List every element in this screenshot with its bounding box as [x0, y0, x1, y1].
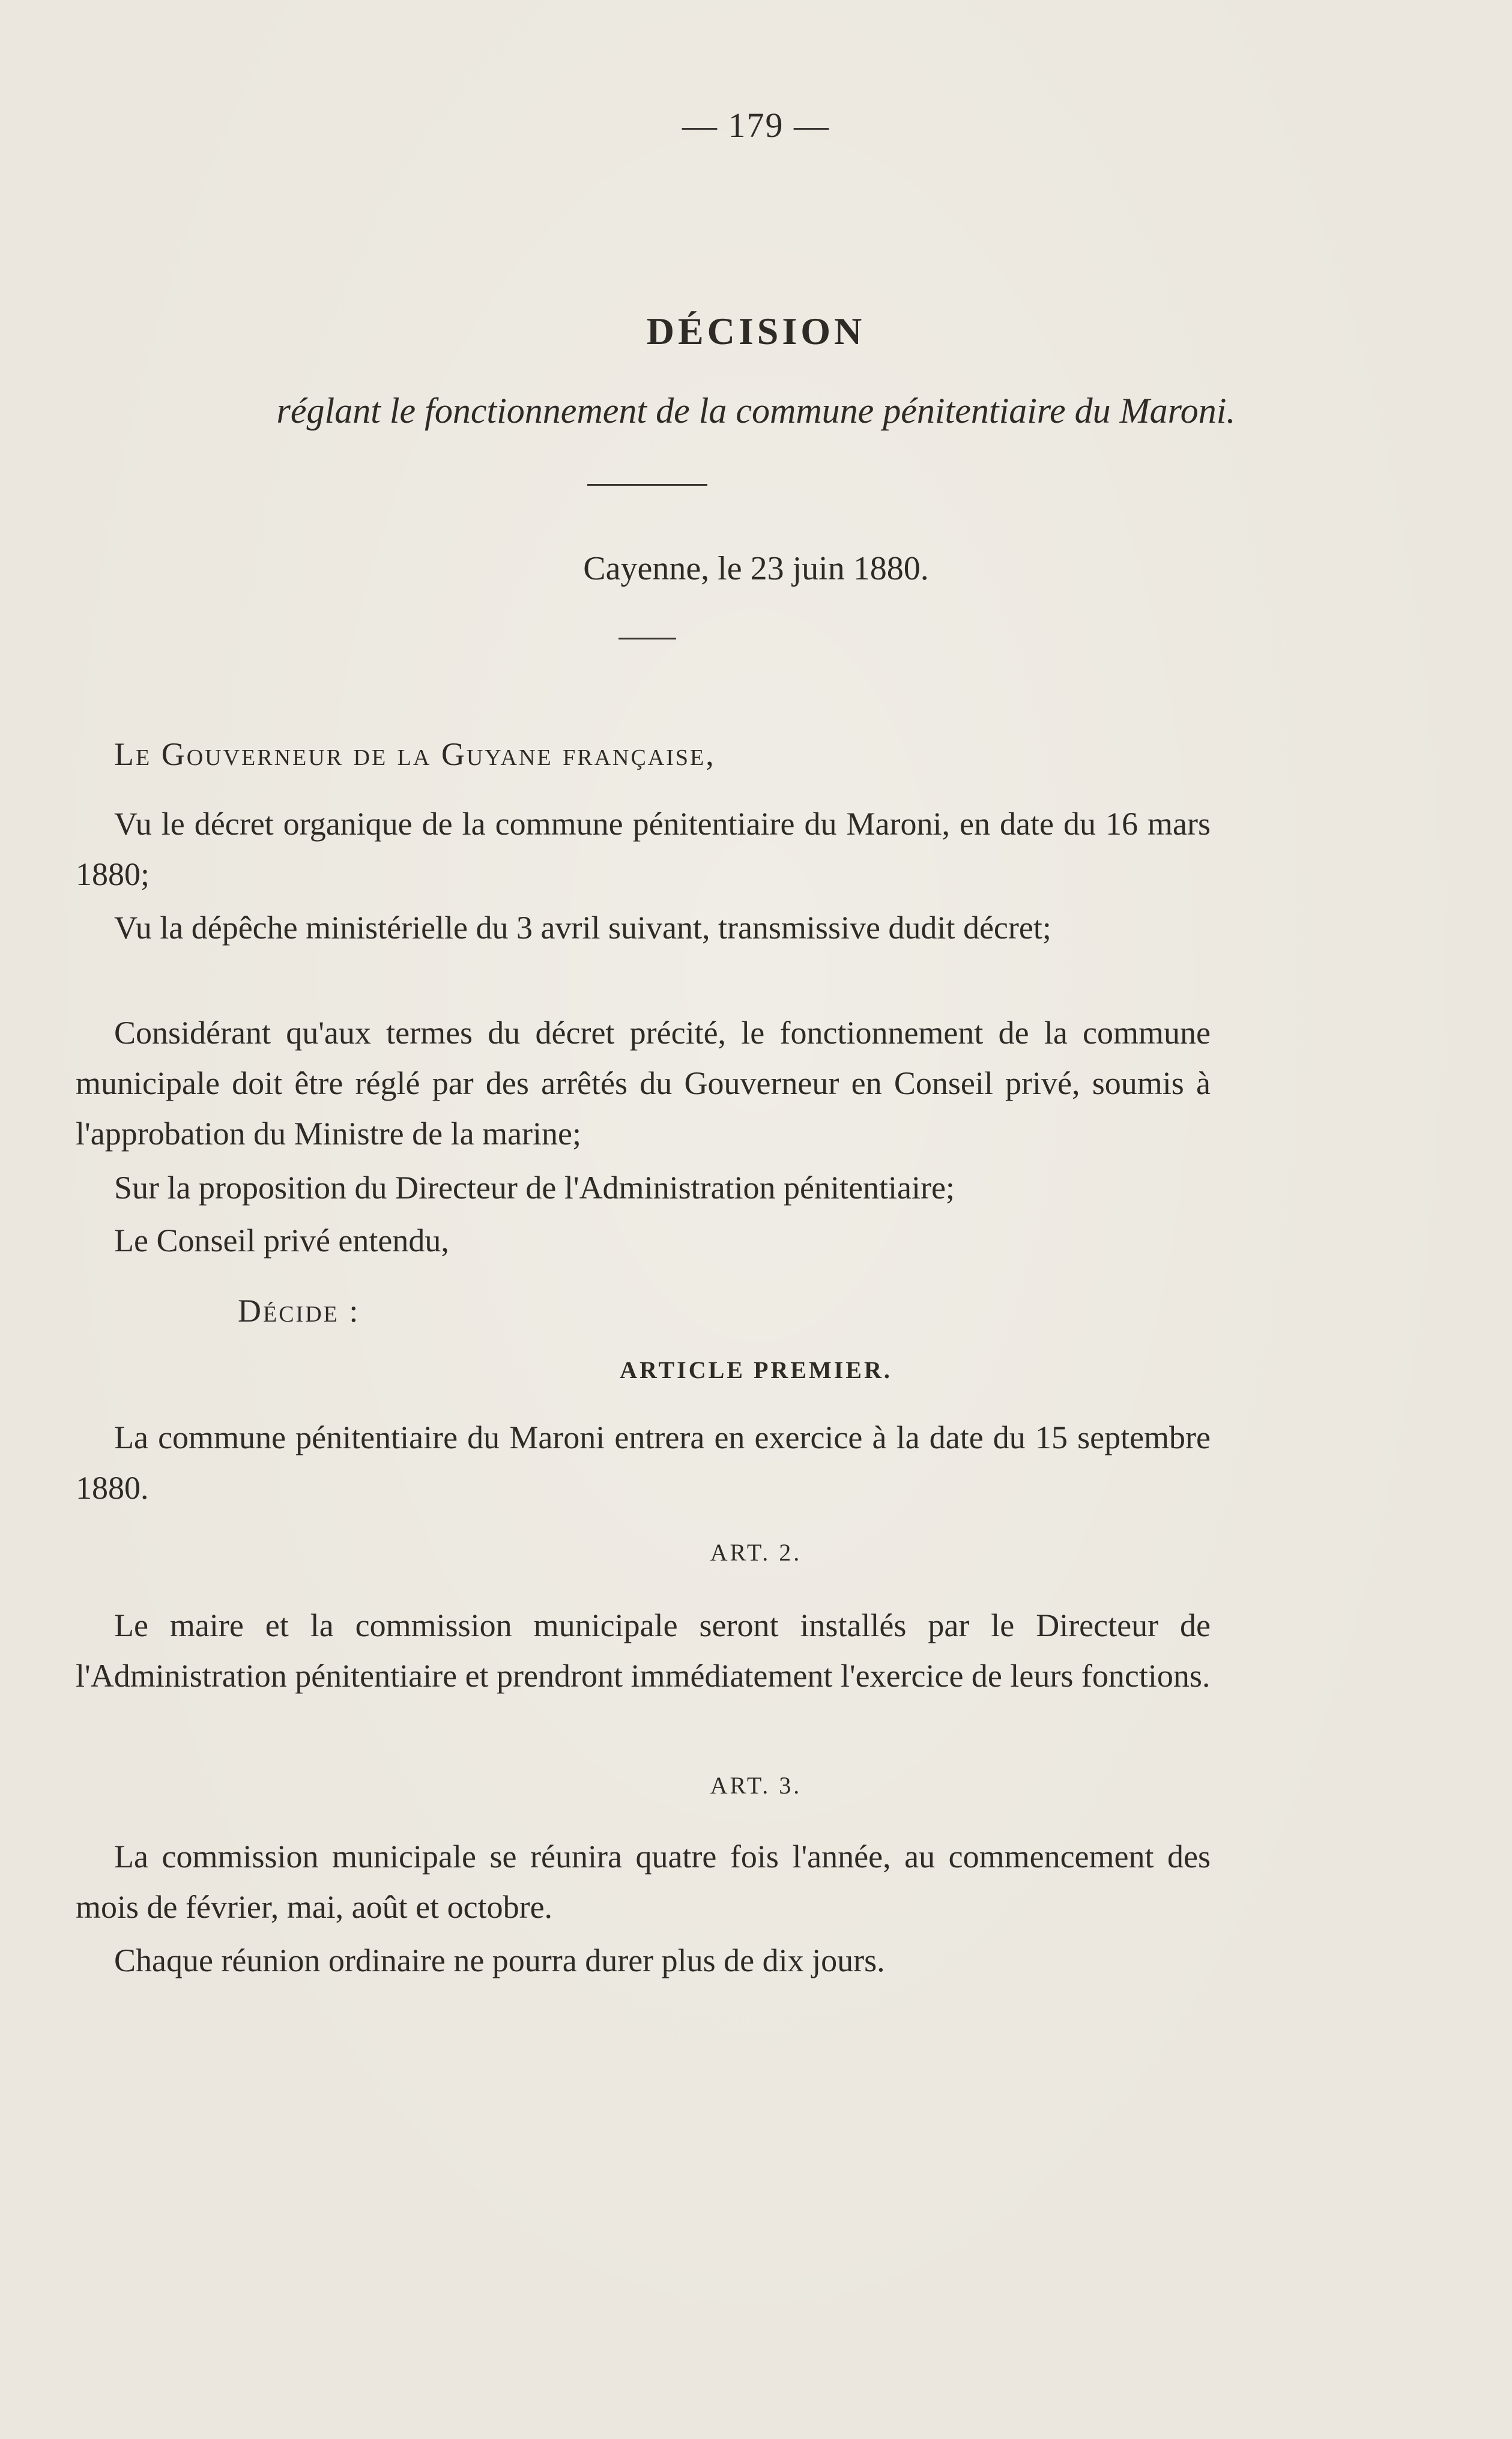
page-number: — 179 —: [682, 106, 830, 145]
preamble-paragraph: Considérant qu'aux termes du décret précité, le fonctionnement de la commune municipale doit être réglé par des arrêtés du Gouverneur en Conseil privé, soumis à l'approbation du Ministre de la marine;: [76, 1015, 1211, 1152]
governor-heading: Le Gouverneur de la Guyane française,: [114, 736, 716, 772]
article-heading: ART. 2.: [710, 1539, 802, 1566]
article-heading: ARTICLE PREMIER.: [620, 1356, 892, 1383]
preamble-paragraph: Vu la dépêche ministérielle du 3 avril suivant, transmissive dudit décret;: [114, 910, 1051, 946]
article-text: La commission municipale se réunira quatre fois l'année, au commencement des mois de février, mai, août et octobre.: [76, 1839, 1211, 1925]
article-text: La commune pénitentiaire du Maroni entrera en exercice à la date du 15 septembre 1880.: [76, 1419, 1211, 1506]
decide-heading: Décide :: [238, 1293, 360, 1329]
preamble-paragraph: Le Conseil privé entendu,: [114, 1223, 449, 1259]
page-title: DÉCISION: [646, 310, 866, 352]
article-heading: ART. 3.: [710, 1772, 802, 1799]
divider-rule: [587, 484, 707, 486]
preamble-paragraph: Vu le décret organique de la commune pénitentiaire du Maroni, en date du 16 mars 1880;: [76, 806, 1211, 892]
place-date: Cayenne, le 23 juin 1880.: [583, 550, 929, 587]
article-text: Chaque réunion ordinaire ne pourra durer plus de dix jours.: [114, 1942, 885, 1978]
preamble-paragraph: Sur la proposition du Directeur de l'Administration pénitentiaire;: [114, 1170, 955, 1206]
divider-rule: [618, 638, 676, 639]
article-text: Le maire et la commission municipale seront installés par le Directeur de l'Administration pénitentiaire et prendront immédiatement l'exercice de leurs fonctions.: [76, 1607, 1211, 1694]
page-subtitle: réglant le fonctionnement de la commune pénitentiaire du Maroni.: [276, 391, 1236, 431]
